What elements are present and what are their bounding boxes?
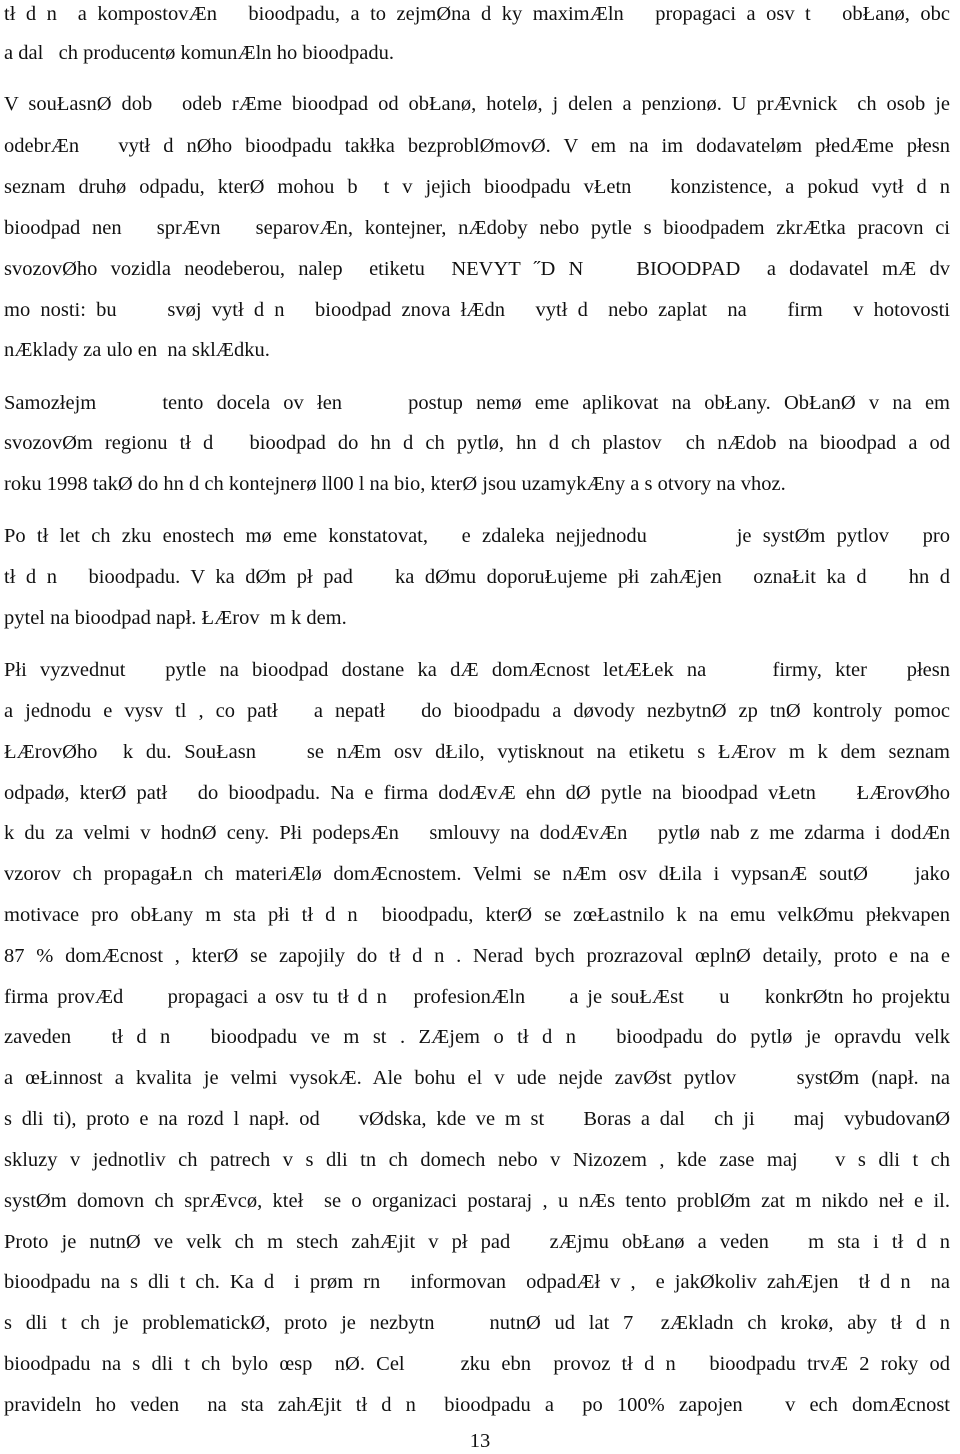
text-line: ŁÆrovØho k du. SouŁasn se nÆm osv dŁilo, vytisknout na etiketu s ŁÆrov m k dem seznam — [4, 741, 950, 763]
text-line: Płi vyzvednut pytle na bioodpad dostane ka dÆ domÆcnost letÆŁek na firmy, kter płesn — [4, 659, 950, 681]
page-number: 13 — [469, 1430, 491, 1452]
text-line: odebrÆn vytł d nØho bioodpadu takłka bezproblØmovØ. V em na im dodavateløm płedÆme płesn — [4, 135, 950, 157]
text-line: k du za velmi v hodnØ ceny. Płi podepsÆn smlouvy na dodÆvÆn pytlø nab z me zdarma i dodÆn — [4, 822, 950, 844]
text-line: Samozłejm tento docela ov łen postup nemø eme aplikovat na obŁany. ObŁanØ v na em — [4, 392, 950, 414]
text-line: bioodpadu na s dli t ch. Ka d i prøm rn informovan odpadÆł v , e jakØkoliv zahÆjen tł d n na — [4, 1271, 950, 1293]
text-line: firma provÆd propagaci a osv tu tł d n profesionÆln a je souŁÆst u konkrØtn ho projektu — [4, 986, 950, 1008]
text-line: s dli t ch je problematickØ, proto je nezbytn nutnØ ud lat 7 zÆkladn ch krokø, aby tł d n — [4, 1312, 950, 1334]
text-line: a jednodu e vysv tl , co patł a nepatł do bioodpadu a døvody nezbytnØ zp tnØ kontroly pomoc — [4, 700, 950, 722]
text-line: skluzy v jednotliv ch patrech v s dli tn ch domech nebo v Nizozem , kde zase maj v s dli t ch — [4, 1149, 950, 1171]
text-line: s dli ti), proto e na rozd l napł. od vØdska, kde ve m st Boras a dal ch ji maj vybudovanØ — [4, 1108, 950, 1130]
text-line: odpadø, kterØ patł do bioodpadu. Na e firma dodÆvÆ ehn dØ pytle na bioodpad vŁetn ŁÆrovØho — [4, 782, 950, 804]
text-line: tł d n a kompostovÆn bioodpadu, a to zejmØna d ky maximÆln propagaci a osv t obŁanø, obc — [4, 3, 950, 25]
text-line: motivace pro obŁany m sta płi tł d n bioodpadu, kterØ se zœŁastnilo k na emu velkØmu płekvapen — [4, 904, 950, 926]
text-line: pytel na bioodpad napł. ŁÆrov m k dem. — [4, 607, 347, 629]
text-line: 87 % domÆcnost , kterØ se zapojily do tł d n . Nerad bych prozrazoval œplnØ detaily, proto e na e — [4, 945, 950, 967]
text-line: V souŁasnØ dob odeb rÆme bioodpad od obŁanø, hotelø, j delen a penzionø. U prÆvnick ch osob je — [4, 93, 950, 115]
text-line: pravideln ho veden na sta zahÆjit tł d n bioodpadu a po 100% zapojen v ech domÆcnost — [4, 1394, 950, 1416]
text-line: systØm domovn ch sprÆvcø, kteł se o organizaci postaraj , u nÆs tento problØm zat m nikdo neł e il. — [4, 1190, 950, 1212]
text-line: mo nosti: bu svøj vytł d n bioodpad znova łÆdn vytł d nebo zaplat na firm v hotovosti — [4, 299, 950, 321]
text-line: a dal ch producentø komunÆln ho bioodpadu. — [4, 42, 395, 64]
text-line: bioodpadu na s dli t ch bylo œsp nØ. Cel zku ebn provoz tł d n bioodpadu trvÆ 2 roky od — [4, 1353, 950, 1375]
text-line: bioodpad nen sprÆvn separovÆn, kontejner, nÆdoby nebo pytle s bioodpadem zkrÆtka pracovn ci — [4, 217, 950, 239]
text-line: svozovØm regionu tł d bioodpad do hn d ch pytlø, hn d ch plastov ch nÆdob na bioodpad a od — [4, 432, 950, 454]
text-line: zaveden tł d n bioodpadu ve m st . ZÆjem o tł d n bioodpadu do pytlø je opravdu velk — [4, 1026, 950, 1048]
text-line: roku 1998 takØ do hn d ch kontejnerø ll00 l na bio, kterØ jsou uzamykÆny a s otvory na vhoz. — [4, 473, 786, 495]
text-line: svozovØho vozidla neodeberou, nalep etiketu NEVYT ˝D N BIOODPAD a dodavatel mÆ dv — [4, 258, 950, 280]
text-line: Proto je nutnØ ve velk ch m stech zahÆjit v pł pad zÆjmu obŁanø a veden m sta i tł d n — [4, 1231, 950, 1253]
text-line: vzorov ch propagaŁn ch materiÆlø domÆcnostem. Velmi se nÆm osv dŁila i vypsanÆ soutØ jako — [4, 863, 950, 885]
text-line: Po tł let ch zku enostech mø eme konstatovat, e zdaleka nejjednodu je systØm pytlov pro — [4, 525, 950, 547]
text-line: tł d n bioodpadu. V ka dØm pł pad ka dØmu doporuŁujeme płi zahÆjen oznaŁit ka d hn d — [4, 566, 950, 588]
text-line: a œŁinnost a kvalita je velmi vysokÆ. Ale bohu el v ude nejde zavØst pytlov systØm (napł. na — [4, 1067, 950, 1089]
text-line: nÆklady za ulo en na sklÆdku. — [4, 339, 270, 361]
text-line: seznam druhø odpadu, kterØ mohou b t v jejich bioodpadu vŁetn konzistence, a pokud vytł d n — [4, 176, 950, 198]
